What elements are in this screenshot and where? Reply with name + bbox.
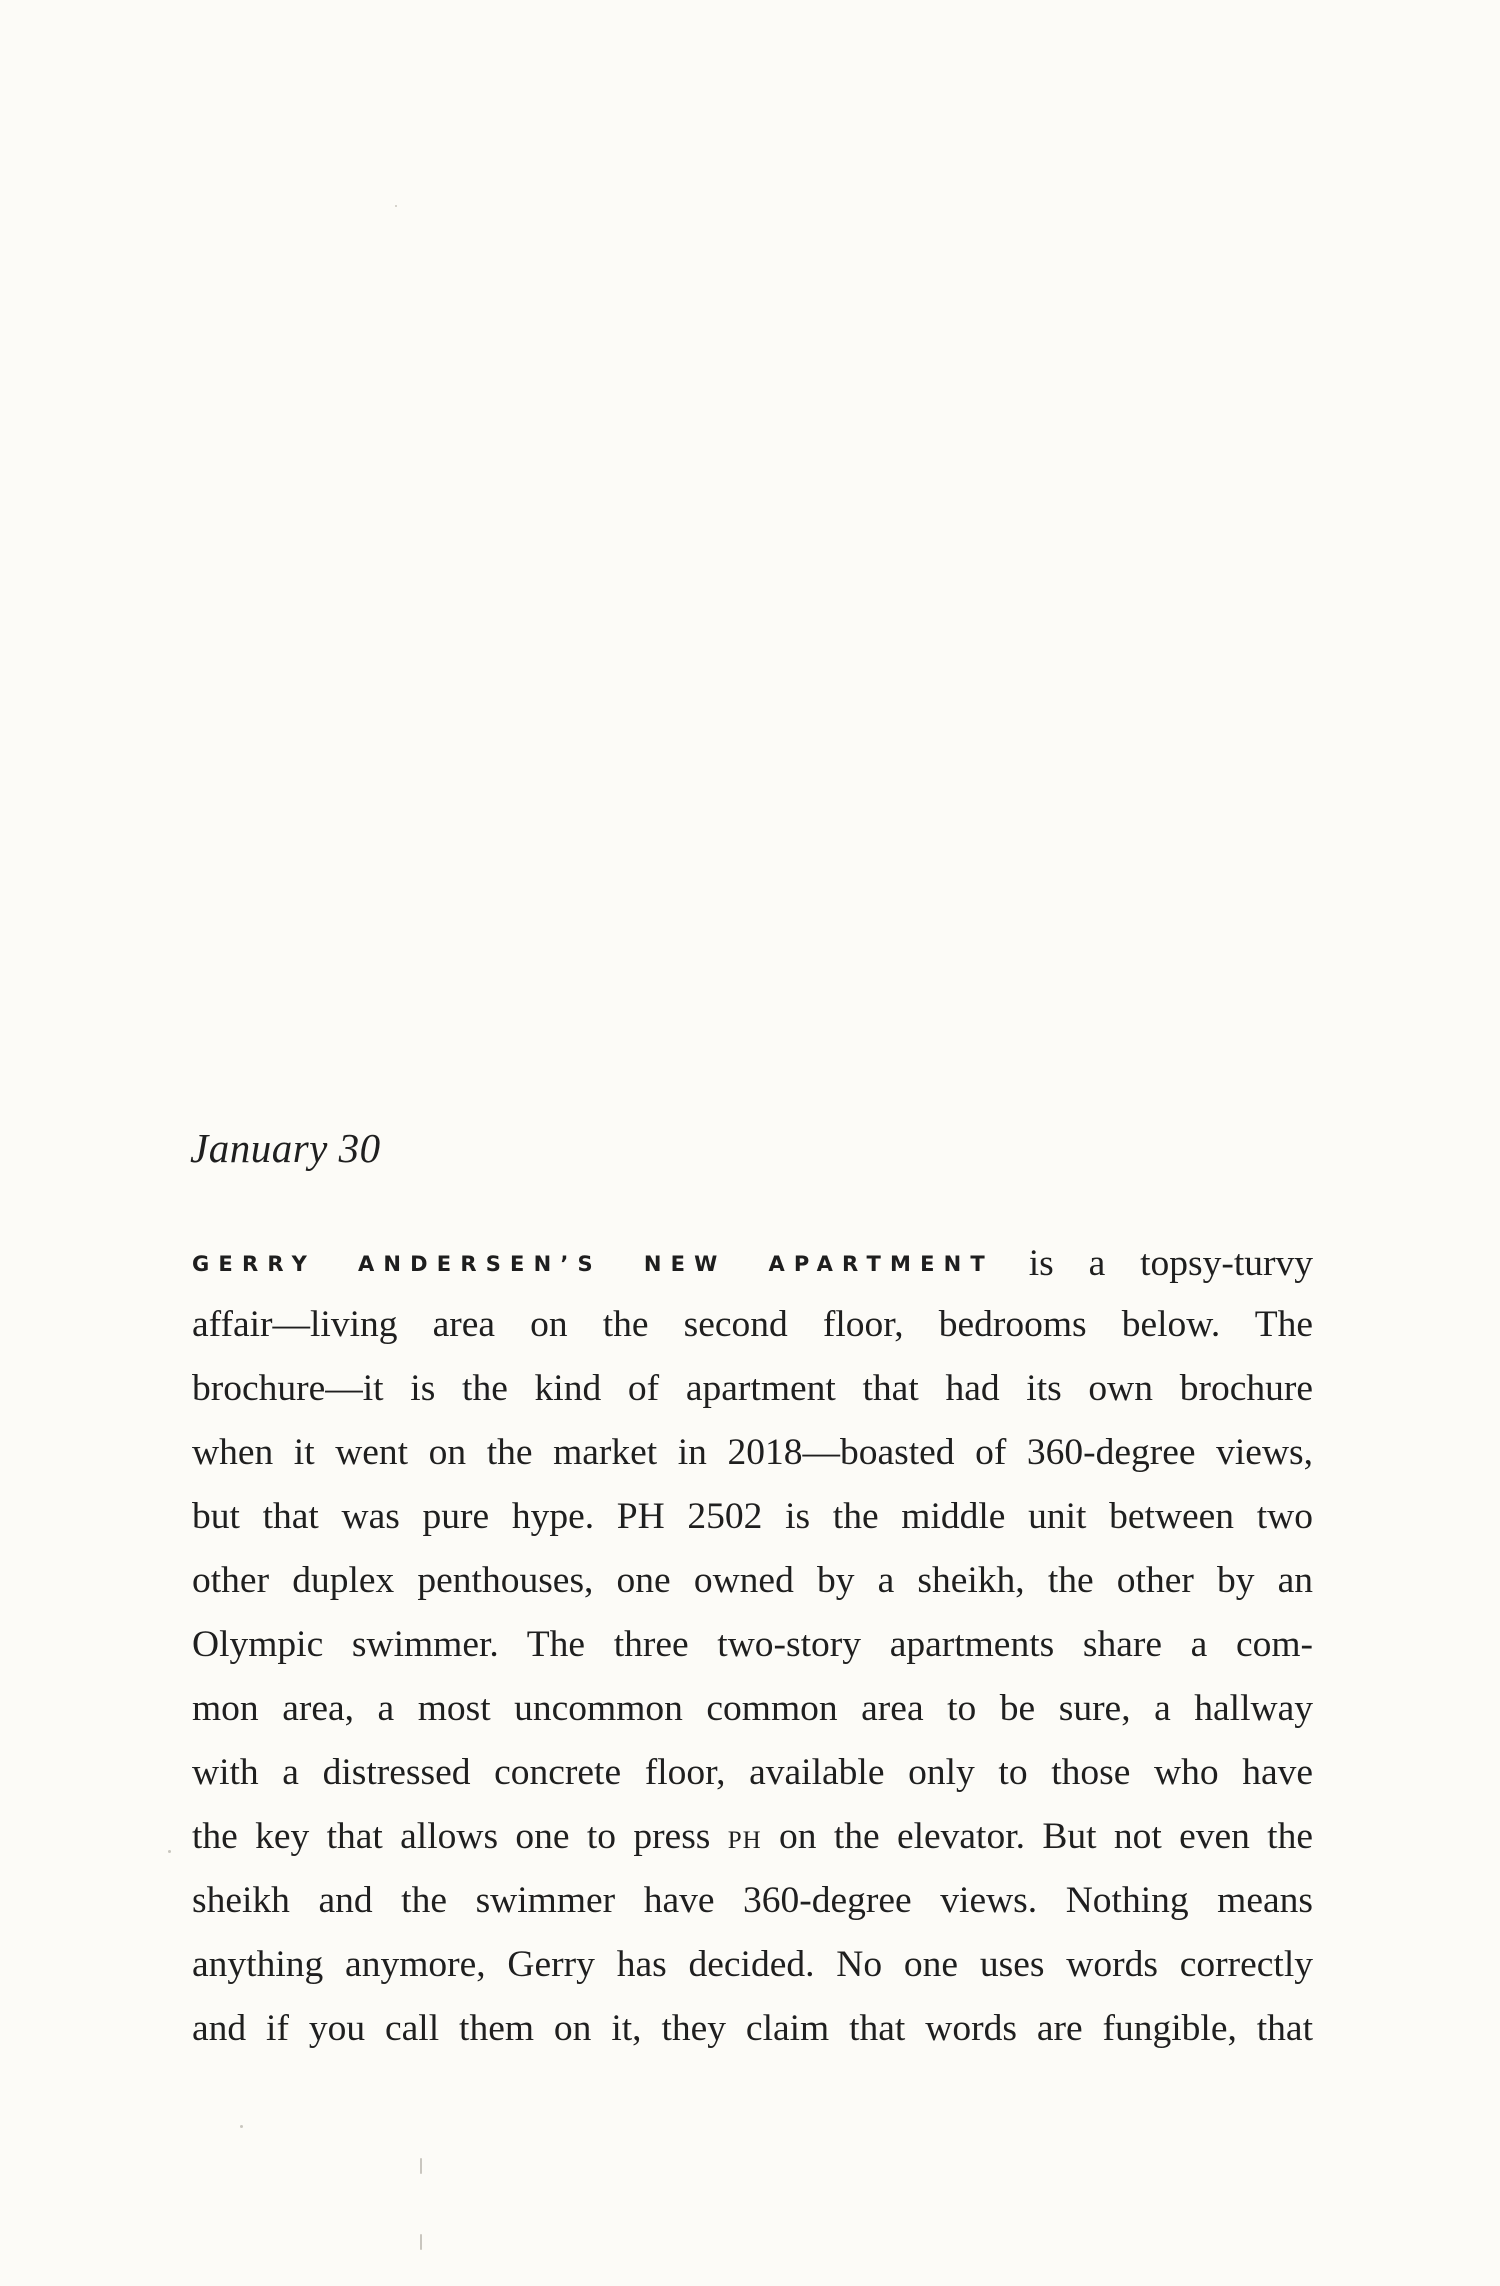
body-line: but that was pure hype. PH 2502 is the middle unit between two	[192, 1496, 1313, 1537]
body-line: brochure—it is the kind of apartment that had its own brochure	[192, 1368, 1313, 1409]
body-line	[192, 1236, 1313, 1292]
body-line: other duplex penthouses, one owned by a sheikh, the other by an	[192, 1560, 1313, 1601]
body-line-text: is a topsy-turvy	[993, 1243, 1313, 1284]
paper-speck	[420, 2158, 422, 2174]
body-line-text: on the elevator. But not even the	[761, 1816, 1314, 1857]
body-line-text: the key that allows one to press	[192, 1816, 728, 1857]
body-line: when it went on the market in 2018—boasted of 360-degree views,	[192, 1432, 1313, 1473]
paper-speck	[420, 2234, 422, 2250]
paper-speck	[240, 2125, 243, 2128]
paper-speck	[168, 1850, 171, 1853]
body-line: anything anymore, Gerry has decided. No one uses words correctly	[192, 1944, 1313, 1985]
body-line	[192, 1809, 1313, 1865]
body-line: and if you call them on it, they claim that words are fungible, that	[192, 2008, 1313, 2049]
body-line: mon area, a most uncommon common area to be sure, a hallway	[192, 1688, 1313, 1729]
body-line: Olympic swimmer. The three two-story apartments share a com-	[192, 1624, 1313, 1665]
paper-speck	[395, 205, 397, 207]
ph-small-caps: PH	[727, 1827, 762, 1854]
body-line: sheikh and the swimmer have 360-degree views. Nothing means	[192, 1880, 1313, 1921]
body-line: affair—living area on the second floor, bedrooms below. The	[192, 1304, 1313, 1345]
chapter-date-heading: January 30	[190, 1125, 381, 1171]
body-line: with a distressed concrete floor, available only to those who have	[192, 1752, 1313, 1793]
lead-in-small-caps: GERRY ANDERSEN’S NEW APARTMENT	[192, 1252, 994, 1277]
